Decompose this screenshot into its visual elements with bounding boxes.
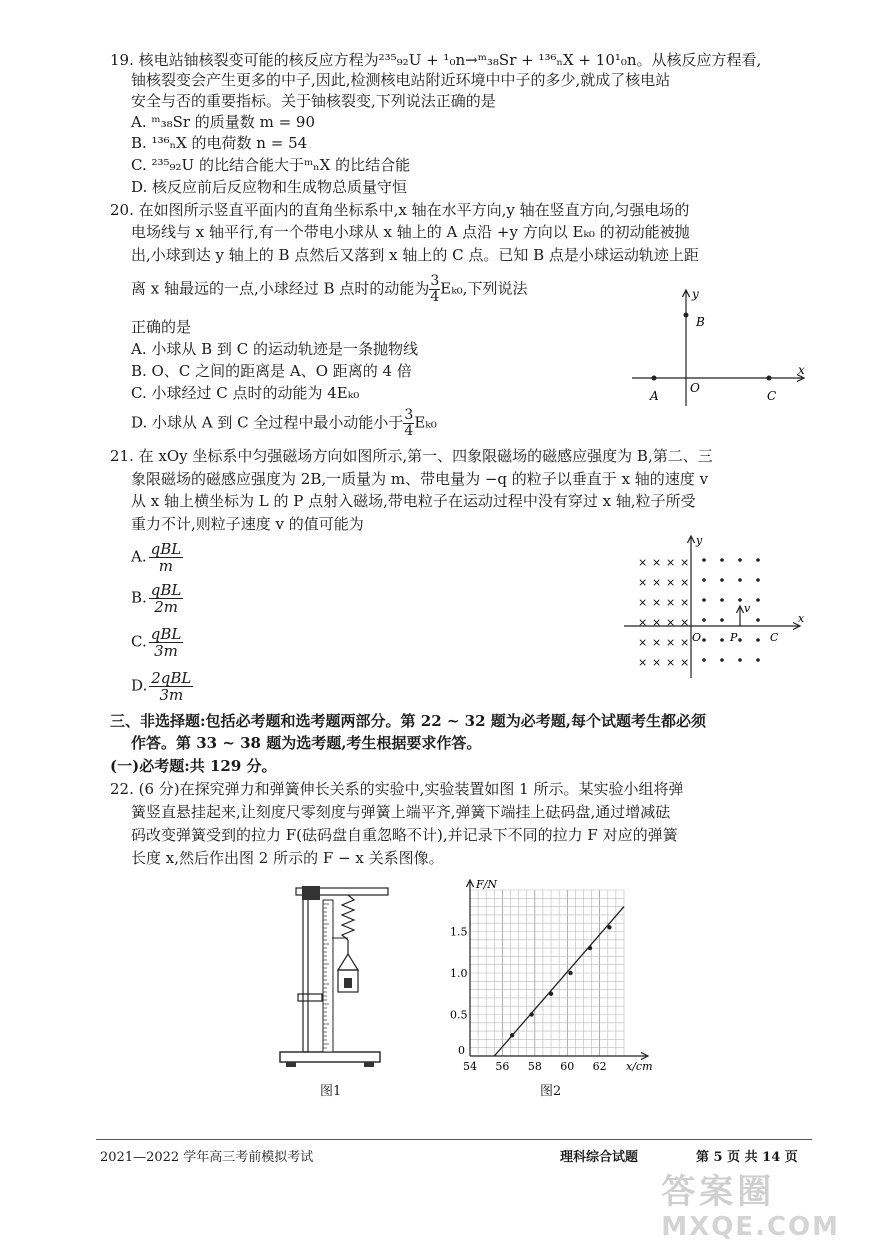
y-tick-label: 0.5: [450, 1008, 468, 1022]
field-dot-mark: [756, 658, 760, 662]
point-a: [652, 376, 657, 381]
footer-exam-name: 2021—2022 学年高三考前模拟考试: [100, 1150, 314, 1165]
y-axis-label: F/N: [476, 878, 497, 891]
stand-foot-right: [364, 1062, 374, 1067]
stand-foot-left: [286, 1062, 296, 1067]
figure-1-caption: 图1: [320, 1084, 342, 1099]
section-3-heading-line-2: 作答。第 33 ~ 38 题为选考题,考生根据要求作答。: [131, 734, 482, 752]
field-dot-mark: [720, 598, 724, 602]
fraction-denominator: 4: [430, 289, 440, 305]
field-cross-mark: ×: [638, 656, 648, 669]
q21-option-d: [131, 670, 195, 703]
data-point: [588, 946, 592, 950]
x-tick-label: 60: [560, 1060, 575, 1073]
y-tick-label: 0: [458, 1044, 465, 1057]
fraction-denominator: 3m: [159, 686, 184, 704]
q21-option-b: [131, 582, 185, 615]
q20-stem-line-4: [131, 274, 527, 305]
q20-option-d-text: D. 小球从 A 到 C 全过程中最小动能小于: [131, 413, 404, 432]
field-cross-mark: ×: [638, 616, 648, 629]
field-dot-mark: [738, 578, 742, 582]
label-a: A: [650, 389, 659, 403]
field-cross-mark: ×: [638, 636, 648, 649]
weight-block: [344, 978, 352, 988]
field-dot-mark: [702, 598, 706, 602]
q19-option-a: A. ᵐ₃₈Sr 的质量数 m = 90: [131, 113, 315, 131]
field-dot-mark: [720, 638, 724, 642]
q20-option-d: [131, 408, 437, 439]
data-point: [568, 971, 572, 975]
required-part-heading: (一)必考题:共 129 分。: [110, 757, 277, 775]
q21-stem-line-1: 21. 在 xOy 坐标系中匀强磁场方向如图所示,第一、四象限磁场的磁感应强度为 B,第二、三: [110, 447, 713, 465]
field-cross-mark: ×: [652, 596, 662, 609]
x-label: x: [798, 363, 805, 377]
q21-option-a: [131, 541, 185, 574]
y-label: y: [696, 534, 703, 547]
field-dot-mark: [720, 578, 724, 582]
field-dot-mark: [756, 558, 760, 562]
q21-stem-line-2: 象限磁场的磁感应强度为 2B,一质量为 m、带电量为 −q 的粒子以垂直于 x 轴的速度 v: [131, 470, 709, 488]
spring: [342, 895, 354, 940]
y-tick-label: 1.0: [450, 967, 468, 980]
fraction-denominator: m: [158, 557, 174, 575]
q20-stem-line-1: 20. 在如图所示竖直平面内的直角坐标系中,x 轴在水平方向,y 轴在竖直方向,匀强电场的: [110, 201, 690, 219]
q22-figure-2-fx-chart: [448, 876, 660, 1076]
field-dot-mark: [738, 598, 742, 602]
point-b: [684, 313, 689, 318]
q19-option-d: D. 核反应前后反应物和生成物总质量守恒: [131, 178, 408, 196]
field-dot-mark: [756, 638, 760, 642]
figure-2-caption: 图2: [540, 1084, 562, 1099]
field-dot-mark: [756, 618, 760, 622]
field-cross-mark: ×: [652, 656, 662, 669]
q19-option-b: B. ¹³⁶ₙX 的电荷数 n = 54: [131, 134, 308, 152]
y-label: y: [692, 287, 699, 301]
q22-stem-line-3: 码改变弹簧受到的拉力 F(砝码盘自重忽略不计),并记录下不同的拉力 F 对应的弹簧: [131, 826, 678, 844]
fraction-numerator: 3: [430, 273, 440, 289]
x-tick-label: 62: [592, 1060, 607, 1073]
q20-stem-fraction: [429, 274, 440, 305]
field-cross-mark: ×: [652, 636, 662, 649]
q21-magnetic-field-figure: [622, 530, 808, 680]
footer-subject: 理科综合试题: [560, 1150, 639, 1165]
q20-option-d-tail: Eₖ₀: [414, 413, 437, 432]
q20-stem-line-3: 出,小球到达 y 轴上的 B 点然后又落到 x 轴上的 C 点。已知 B 点是小球运动轨迹上距: [131, 246, 699, 264]
field-cross-mark: ×: [680, 596, 690, 609]
q22-stem-line-1: 22. (6 分)在探究弹力和弹簧伸长关系的实验中,实验装置如图 1 所示。某实验小组将弹: [110, 780, 684, 798]
option-letter: B.: [131, 588, 147, 607]
field-cross-mark: ×: [666, 556, 676, 569]
q20-option-c: C. 小球经过 C 点时的动能为 4Eₖ₀: [131, 384, 360, 402]
option-letter: D.: [131, 676, 148, 695]
label-c: C: [770, 631, 779, 644]
q20-stem-line-5: 正确的是: [131, 318, 192, 336]
clamp-block: [302, 886, 320, 900]
q19-stem-line-1: 19. 核电站铀核裂变可能的核反应方程为²³⁵₉₂U + ¹₀n→ᵐ₃₈Sr + ¹³⁶ₙX + 10¹₀n。从核反应方程看,: [110, 51, 762, 69]
field-cross-mark: ×: [680, 656, 690, 669]
field-cross-mark: ×: [638, 556, 648, 569]
q19-stem-line-2: 铀核裂变会产生更多的中子,因此,检测核电站附近环境中中子的多少,就成了核电站: [131, 71, 671, 89]
option-fraction: [149, 541, 184, 574]
watermark: [661, 1172, 840, 1242]
fraction-denominator: 2m: [154, 598, 178, 616]
field-cross-mark: ×: [652, 576, 662, 589]
q22-stem-line-2: 簧竖直悬挂起来,让刻度尺零刻度与弹簧上端平齐,弹簧下端挂上砝码盘,通过增减砝: [131, 803, 671, 821]
point-c: [767, 376, 772, 381]
q20-option-b: B. O、C 之间的距离是 A、O 距离的 4 倍: [131, 362, 412, 380]
label-p: P: [730, 631, 738, 644]
field-dot-mark: [738, 658, 742, 662]
field-dot-mark: [738, 638, 742, 642]
q20-stem-line-2: 电场线与 x 轴平行,有一个带电小球从 x 轴上的 A 点沿 +y 方向以 Eₖ₀ 的初动能被抛: [131, 223, 690, 241]
watermark-brand: 答案圈: [661, 1172, 776, 1212]
fraction-denominator: 3m: [154, 642, 178, 660]
x-tick-label: 58: [527, 1060, 542, 1073]
field-marks: [638, 556, 760, 669]
q19-stem-line-3: 安全与否的重要指标。关于铀核裂变,下列说法正确的是: [131, 92, 496, 110]
option-fraction: [149, 626, 184, 659]
data-point: [549, 992, 553, 996]
q19-option-c: C. ²³⁵₉₂U 的比结合能大于ᵐₙX 的比结合能: [131, 156, 411, 174]
label-b: B: [696, 315, 705, 329]
field-dot-mark: [702, 578, 706, 582]
field-cross-mark: ×: [638, 576, 648, 589]
option-fraction: [149, 582, 184, 615]
q20-stem-line-4-text: 离 x 轴最远的一点,小球经过 B 点时的动能为: [131, 279, 430, 298]
option-fraction: [149, 670, 193, 703]
stand-base: [280, 1052, 380, 1062]
x-label: x: [798, 612, 805, 625]
q22-figure-1-apparatus: [274, 874, 394, 1074]
y-tick-label: 1.5: [450, 925, 468, 939]
q20-option-d-fraction: [403, 408, 414, 439]
footer-rule: [96, 1139, 812, 1140]
field-dot-mark: [738, 558, 742, 562]
field-cross-mark: ×: [652, 556, 662, 569]
field-cross-mark: ×: [666, 656, 676, 669]
field-cross-mark: ×: [652, 616, 662, 629]
field-dot-mark: [756, 578, 760, 582]
clamp-lower: [298, 994, 322, 1001]
label-o: O: [690, 381, 700, 395]
field-cross-mark: ×: [638, 596, 648, 609]
section-3-heading-line-1: 三、非选择题:包括必考题和选考题两部分。第 22 ~ 32 题为必考题,每个试题考生都必须: [110, 712, 706, 730]
option-letter: A.: [131, 547, 147, 566]
q20-option-a: A. 小球从 B 到 C 的运动轨迹是一条抛物线: [131, 340, 418, 358]
x-tick-label: 54: [463, 1060, 477, 1073]
field-dot-mark: [702, 658, 706, 662]
fraction-numerator: qBL: [150, 625, 182, 643]
field-cross-mark: ×: [680, 576, 690, 589]
stand-rod: [303, 888, 308, 1052]
field-cross-mark: ×: [666, 636, 676, 649]
chart-grid: [470, 890, 624, 1056]
fraction-numerator: 3: [404, 407, 414, 423]
q21-option-c: [131, 626, 185, 659]
field-cross-mark: ×: [666, 616, 676, 629]
q22-stem-line-4: 长度 x,然后作出图 2 所示的 F − x 关系图像。: [131, 849, 444, 867]
field-dot-mark: [702, 558, 706, 562]
field-dot-mark: [702, 618, 706, 622]
field-dot-mark: [756, 598, 760, 602]
footer-page-number: 第 5 页 共 14 页: [696, 1150, 798, 1165]
fraction-numerator: 2qBL: [151, 669, 192, 687]
field-cross-mark: ×: [680, 556, 690, 569]
field-dot-mark: [720, 618, 724, 622]
field-dot-mark: [720, 658, 724, 662]
fraction-numerator: qBL: [150, 540, 182, 558]
field-cross-mark: ×: [680, 636, 690, 649]
data-point: [510, 1033, 514, 1037]
x-axis-label: x/cm: [626, 1060, 653, 1073]
velocity-label: v: [744, 602, 751, 615]
q21-stem-line-3: 从 x 轴上横坐标为 L 的 P 点射入磁场,带电粒子在运动过程中没有穿过 x 轴,粒子所受: [131, 492, 696, 510]
watermark-site: MXQE.COM: [661, 1212, 840, 1242]
field-dot-mark: [720, 558, 724, 562]
field-cross-mark: ×: [666, 576, 676, 589]
q20-figure: [624, 282, 814, 412]
x-tick-label: 56: [495, 1060, 510, 1073]
q20-stem-line-4-tail: Eₖ₀,下列说法: [440, 279, 528, 298]
fraction-denominator: 4: [404, 423, 414, 439]
field-dot-mark: [702, 638, 706, 642]
weight-hanger: [338, 954, 358, 970]
label-c: C: [767, 389, 777, 403]
field-cross-mark: ×: [680, 616, 690, 629]
option-letter: C.: [131, 632, 147, 651]
fraction-numerator: qBL: [150, 581, 182, 599]
data-point: [607, 925, 611, 929]
data-point: [529, 1012, 533, 1016]
q21-stem-line-4: 重力不计,则粒子速度 v 的值可能为: [131, 515, 364, 533]
label-o: O: [692, 631, 702, 644]
field-cross-mark: ×: [666, 596, 676, 609]
